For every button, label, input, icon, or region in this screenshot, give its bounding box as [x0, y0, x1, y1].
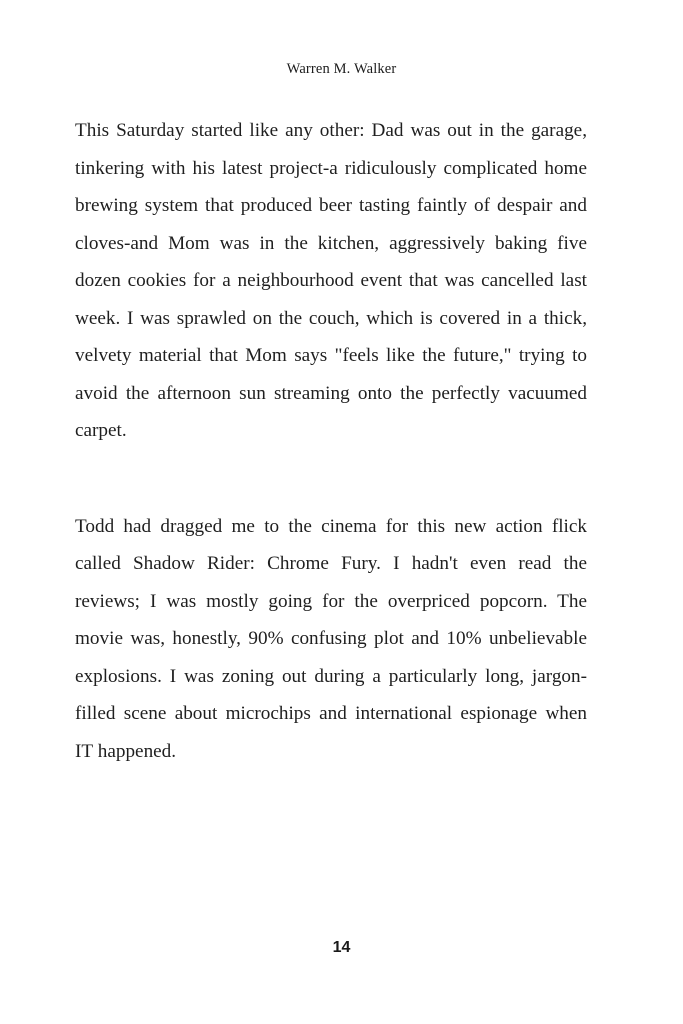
body-paragraph: Todd had dragged me to the cinema for this new action flick called Shadow Rider: Chrome Fury. I hadn't even read the reviews; I was mostly going for the overpriced popcorn. The movie was, honestly, 90% confusing plot and 10% unbelievable explosions. I was zoning out during a particularly long, jargon-filled scene about microchips and international espionage when IT happened.: [75, 515, 587, 762]
body-text-block: [75, 112, 587, 770]
body-paragraph: This Saturday started like any other: Dad was out in the garage, tinkering with his latest project-a ridiculously complicated home brewing system that produced beer tasting faintly of despair and cloves-and Mom was in the kitchen, aggressively baking five dozen cookies for a neighbourhood event that was cancelled last week. I was sprawled on the couch, which is covered in a thick, velvety material that Mom says "feels like the future," trying to avoid the afternoon sun streaming onto the perfectly vacuumed carpet.: [75, 120, 587, 441]
running-head-author: Warren M. Walker: [286, 61, 397, 77]
page-number: 14: [332, 939, 351, 956]
